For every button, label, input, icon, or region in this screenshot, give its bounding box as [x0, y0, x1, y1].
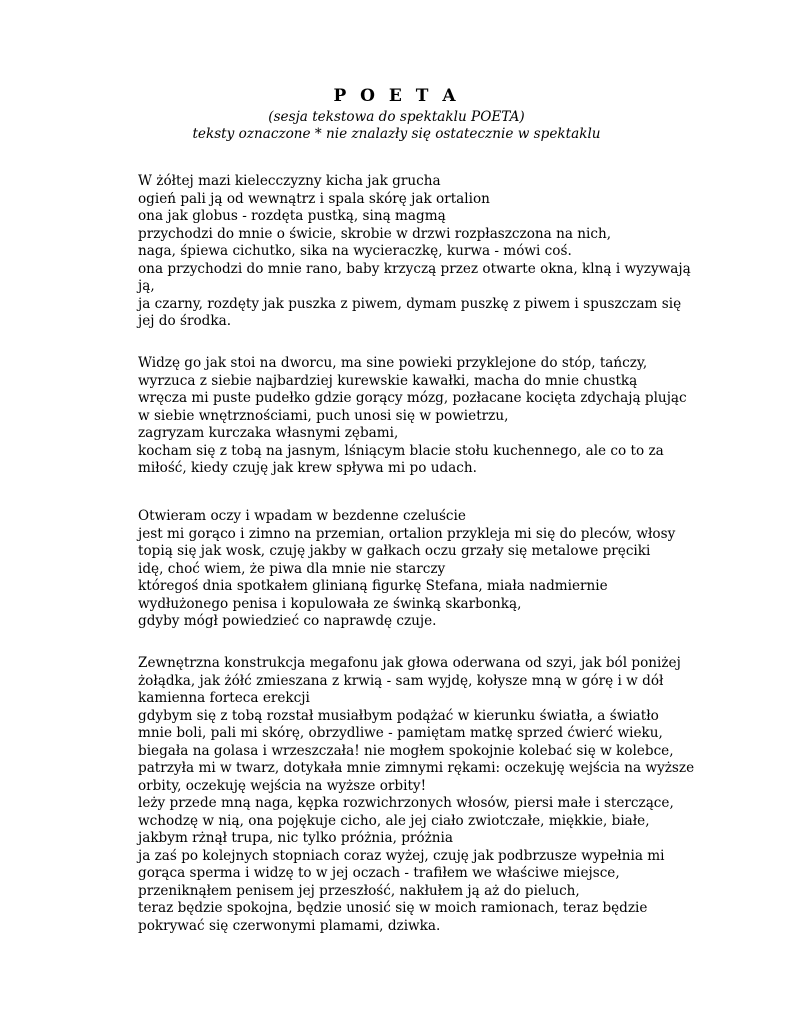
document-subtitle: (sesja tekstowa do spektaklu POETA) [268, 109, 525, 125]
stanza-line: ja zaś po kolejnych stopniach coraz wyżej, czuję jak podbrzusze wypełnia mi [138, 847, 665, 864]
document-note: teksty oznaczone * nie znalazły się ostatecznie w spektaklu [192, 126, 601, 142]
stanza-line: orbity, oczekuję wejścia na wyższe orbity! [138, 777, 427, 794]
stanza-2 [138, 355, 687, 478]
stanza-line: w siebie wnętrznościami, puch unosi się w powietrzu, [138, 407, 509, 424]
stanza-line: jakbym rżnął trupa, nic tylko próżnia, próżnia [138, 830, 453, 846]
stanza-line: topią się jak wosk, czuję jakby w gałkach oczu grzały się metalowe pręciki [138, 543, 651, 559]
stanza-line: miłość, kiedy czuję jak krew spływa mi po udach. [138, 460, 477, 476]
stanza-line: przychodzi do mnie o świcie, skrobie w drzwi rozpłaszczona na nich, [138, 225, 612, 242]
stanza-line: wręcza mi puste pudełko gdzie gorący mózg, pozłacane kocięta zdychają plując [138, 390, 687, 406]
stanza-line: ja czarny, rozdęty jak puszka z piwem, dymam puszkę z piwem i spuszczam się [138, 295, 682, 312]
stanza-line: W żółtej mazi kielecczyzny kicha jak grucha [138, 173, 441, 189]
stanza-line: kocham się z tobą na jasnym, lśniącym blacie stołu kuchennego, ale co to za [138, 442, 664, 459]
stanza-line: leży przede mną naga, kępka rozwichrzonych włosów, piersi małe i sterczące, [138, 795, 674, 811]
stanza-line: wydłużonego penisa i kopulowała ze świnką skarbonką, [138, 595, 522, 612]
stanza-line: patrzyła mi w twarz, dotykała mnie zimnymi rękami: oczekuję wejścia na wyższe [138, 760, 695, 776]
stanza-line: Otwieram oczy i wpadam w bezdenne czeluście [138, 508, 466, 524]
stanza-line: teraz będzie spokojna, będzie unosić się w moich ramionach, teraz będzie [138, 900, 648, 916]
stanza-line: naga, śpiewa cichutko, sika na wycieraczkę, kurwa - mówi coś. [138, 243, 572, 259]
stanza-line: wyrzuca z siebie najbardziej kurewskie kawałki, macha do mnie chustką [138, 372, 638, 389]
stanza-4 [138, 655, 695, 935]
stanza-line: żołądka, jak żółć zmieszana z krwią - sam wyjdę, kołysze mną w górę i w dół [138, 672, 664, 689]
stanza-line: zagryzam kurczaka własnymi zębami, [138, 425, 399, 441]
stanza-line: kamienna forteca erekcji [138, 690, 310, 706]
stanza-line: Zewnętrzna konstrukcja megafonu jak głowa oderwana od szyi, jak ból poniżej [138, 655, 681, 671]
stanza-line: wchodzę w nią, ona pojękuje cicho, ale jej ciało zwiotczałe, miękkie, białe, [138, 812, 650, 829]
document-title: P O E T A [333, 86, 460, 106]
stanza-line: pokrywać się czerwonymi plamami, dziwka. [138, 917, 441, 934]
stanza-line: Widzę go jak stoi na dworcu, ma sine powieki przyklejone do stóp, tańczy, [138, 355, 648, 371]
stanza-line: gorąca sperma i widzę to w jej oczach - trafiłem we właściwe miejsce, [138, 865, 620, 881]
stanza-line: ją, [138, 278, 155, 294]
stanza-line: ona przychodzi do mnie rano, baby krzyczą przez otwarte okna, klną i wyzywają [138, 260, 691, 277]
stanza-line: ona jak globus - rozdęta pustką, siną magmą [138, 208, 446, 224]
stanza-line: gdyby mógł powiedzieć co naprawdę czuje. [138, 613, 437, 629]
stanza-line: któregoś dnia spotkałem glinianą figurkę Stefana, miała nadmiernie [138, 578, 608, 594]
stanza-line: jej do środka. [138, 313, 232, 329]
stanza-line: jest mi gorąco i zimno na przemian, ortalion przykleja mi się do pleców, włosy [138, 525, 676, 542]
stanza-line: przeniknąłem penisem jej przeszłość, nakłułem ją aż do pieluch, [138, 882, 580, 899]
stanza-line: idę, choć wiem, że piwa dla mnie nie starczy [138, 560, 446, 577]
stanza-line: biegała na golasa i wrzeszczała! nie mogłem spokojnie kolebać się w kolebce, [138, 742, 674, 759]
stanza-3 [138, 508, 676, 631]
stanza-1 [138, 173, 691, 331]
stanza-line: gdybym się z tobą rozstał musiałbym podążać w kierunku światła, a światło [138, 707, 659, 724]
stanza-line: mnie boli, pali mi skórę, obrzydliwe - pamiętam matkę sprzed ćwierć wieku, [138, 725, 663, 741]
stanza-line: ogień pali ją od wewnątrz i spala skórę jak ortalion [138, 190, 490, 207]
